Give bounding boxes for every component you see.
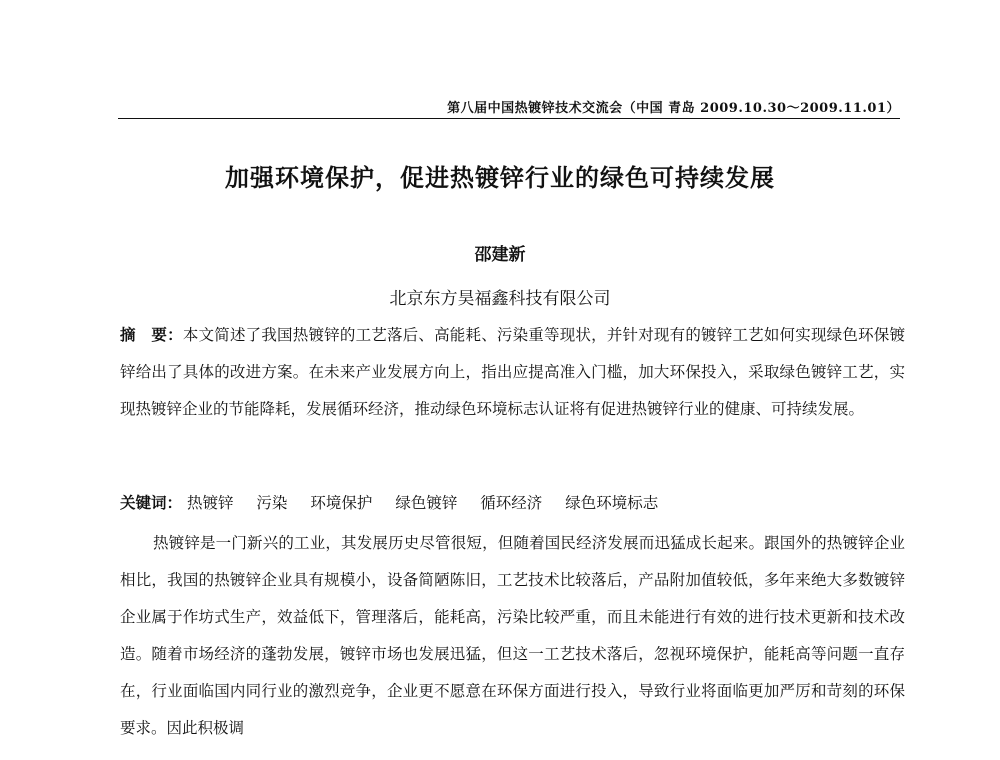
keyword-item: 热镀锌 <box>186 494 234 512</box>
keyword-item: 污染 <box>256 494 288 512</box>
keyword-item: 环境保护 <box>310 494 373 512</box>
keyword-item: 循环经济 <box>480 494 543 512</box>
abstract-text: 本文简述了我国热镀锌的工艺落后、高能耗、污染重等现状，并针对现有的镀锌工艺如何实现绿色环保镀锌给出了具体的改进方案。在未来产业发展方向上，指出应提高准入门槛，加大环保投入，采取绿色镀锌工艺，实现热镀锌企业的节能降耗，发展循环经济，推动绿色环境标志认证将有促进热镀锌行业的健康、可持续发展。 <box>120 326 905 418</box>
keywords <box>120 485 905 522</box>
abstract-label: 摘 要： <box>120 326 183 344</box>
keyword-item: 绿色环境标志 <box>565 494 659 512</box>
keyword-item: 绿色镀锌 <box>395 494 458 512</box>
author-affiliation: 北京东方昊福鑫科技有限公司 <box>389 289 611 309</box>
body-paragraph: 热镀锌是一门新兴的工业，其发展历史尽管很短，但随着国民经济发展而迅猛成长起来。跟国外的热镀锌企业相比，我国的热镀锌企业具有规模小，设备简陋陈旧，工艺技术比较落后，产品附加值较低，多年来绝大多数镀锌企业属于作坊式生产，效益低下，管理落后，能耗高，污染比较严重，而且未能进行有效的进行技术更新和技术改造。随着市场经济的蓬勃发展，镀锌市场也发展迅猛，但这一工艺技术落后，忽视环境保护，能耗高等问题一直存在，行业面临国内同行业的激烈竞争，企业更不愿意在环保方面进行投入，导致行业将面临更加严厉和苛刻的环保要求。因此积极调 <box>120 534 905 737</box>
header-divider <box>118 118 900 119</box>
keywords-label: 关键词： <box>120 494 183 512</box>
author-name: 邵建新 <box>474 245 526 265</box>
abstract <box>120 317 905 428</box>
paper-title: 加强环境保护，促进热镀锌行业的绿色可持续发展 <box>225 163 775 192</box>
conference-header: 第八届中国热镀锌技术交流会（中国 青岛 2009.10.30～2009.11.01） <box>447 101 900 116</box>
